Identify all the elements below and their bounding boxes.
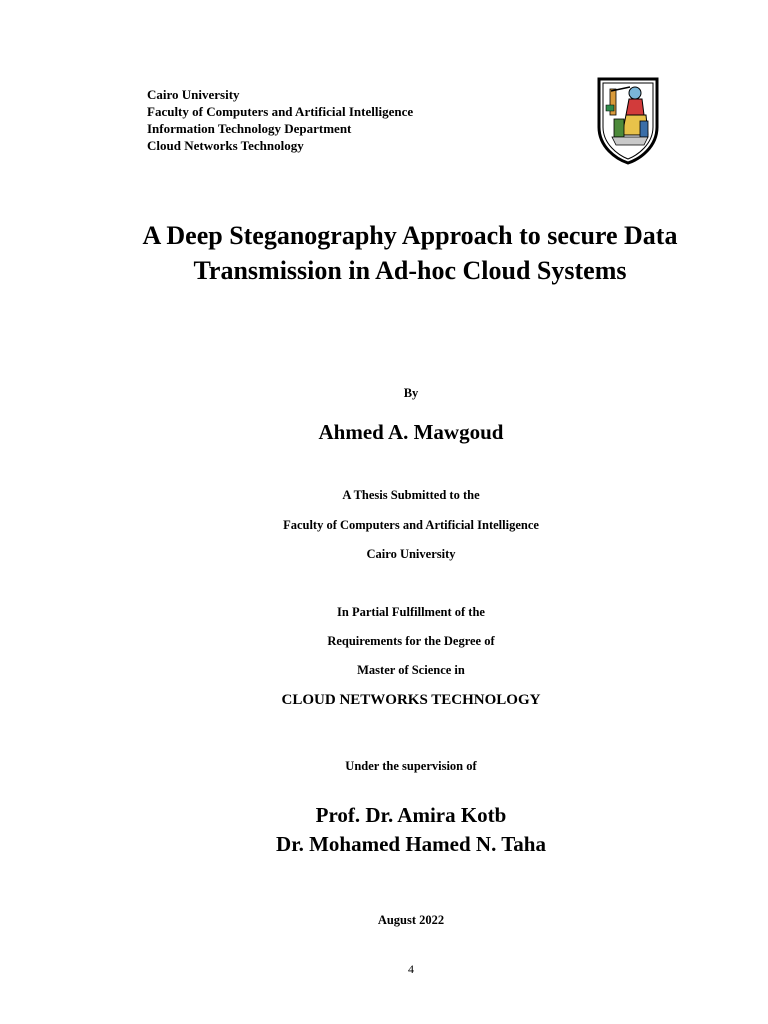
thesis-title: A Deep Steganography Approach to secure Data Transmission in Ad-hoc Cloud Systems: [142, 221, 678, 285]
supervisor-2: Dr. Mohamed Hamed N. Taha: [276, 832, 546, 856]
supervision-label: Under the supervision of: [345, 759, 477, 773]
submission-line-1: A Thesis Submitted to the: [342, 488, 480, 502]
by-label: By: [403, 386, 419, 400]
fulfillment-line-3: Master of Science in: [357, 663, 465, 677]
institution-header: [147, 86, 413, 154]
fulfillment-line-1: In Partial Fulfillment of the: [337, 605, 485, 619]
page-number: 4: [408, 962, 414, 976]
author-name: Ahmed A. Mawgoud: [318, 420, 504, 444]
program-name: Cloud Networks Technology: [147, 138, 304, 153]
degree-field: CLOUD NETWORKS TECHNOLOGY: [281, 692, 541, 708]
department-name: Information Technology Department: [147, 121, 352, 136]
fulfillment-line-2: Requirements for the Degree of: [327, 634, 495, 648]
faculty-name: Faculty of Computers and Artificial Intelligence: [147, 104, 414, 119]
cairo-university-crest-icon: [596, 75, 660, 165]
submission-line-3: Cairo University: [366, 547, 456, 561]
supervisor-1: Prof. Dr. Amira Kotb: [315, 803, 507, 827]
university-name: Cairo University: [147, 87, 240, 102]
submission-date: August 2022: [377, 913, 445, 927]
submission-line-2: Faculty of Computers and Artificial Intelligence: [283, 518, 539, 532]
